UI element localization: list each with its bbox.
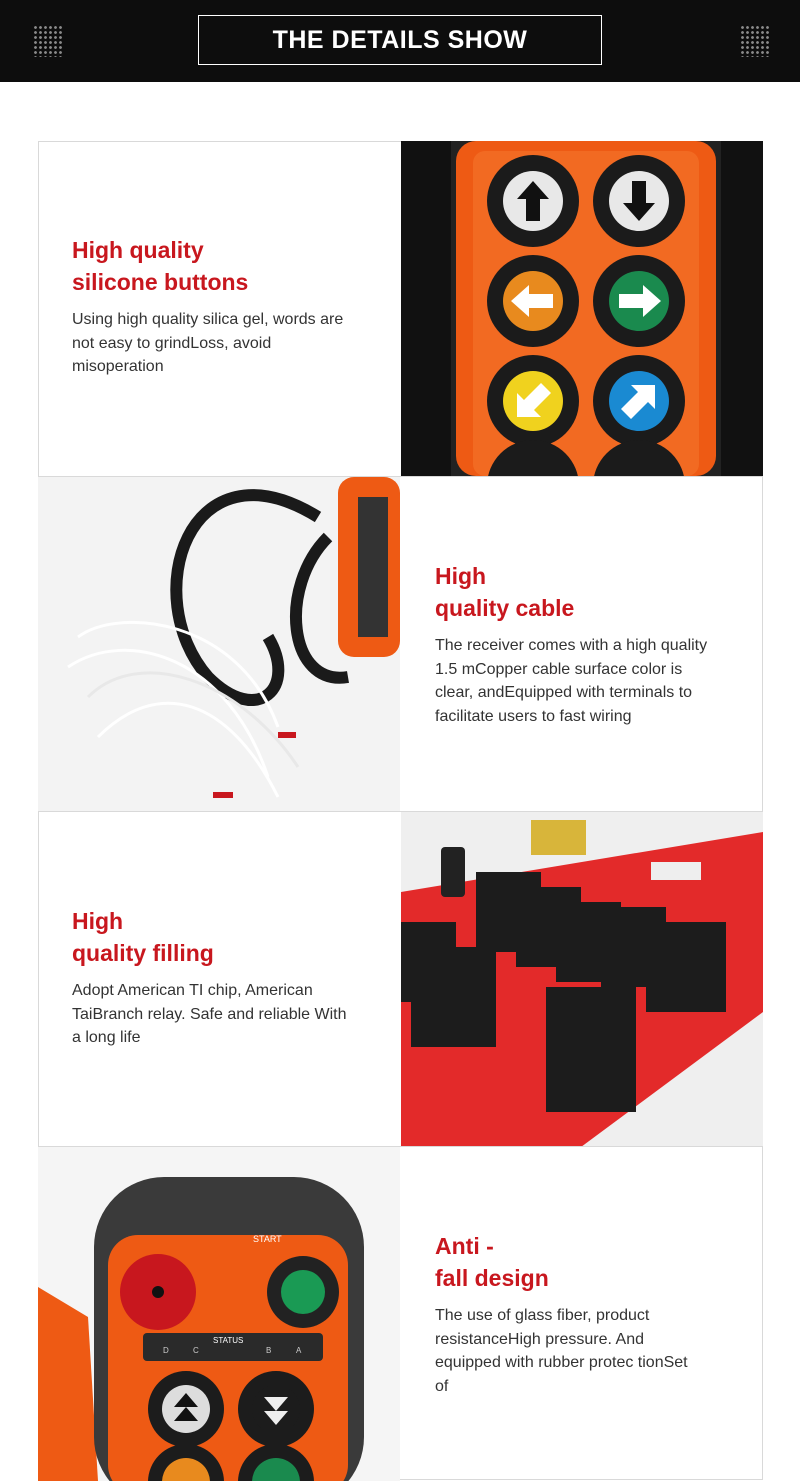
section-title-line: High [435, 563, 487, 589]
detail-section-buttons [38, 141, 763, 476]
remote-b-label: B [266, 1346, 272, 1355]
decorative-dots-icon [33, 25, 63, 57]
section-title-line: High [72, 908, 124, 934]
section-description: The receiver comes with a high quality 1.5 mCopper cable surface color is clear, andEquipped with terminals to facilitate users to fast wiring [435, 637, 708, 725]
detail-text-cell [401, 1147, 763, 1481]
section-title-line: fall design [435, 1265, 549, 1291]
remote-start-label: START [253, 1234, 282, 1244]
section-title-line: High quality [72, 237, 204, 263]
section-title-line: quality cable [435, 595, 575, 621]
remote-controller-image [38, 1147, 400, 1481]
remote-d-label: D [163, 1346, 169, 1355]
detail-section-filling [38, 811, 763, 1147]
section-title [435, 1230, 735, 1294]
decorative-dots-icon [740, 25, 770, 57]
section-title [435, 560, 735, 624]
detail-section-cable [38, 476, 763, 812]
remote-status-label: STATUS [213, 1336, 244, 1345]
page-title: THE DETAILS SHOW [198, 15, 602, 65]
remote-a-label: A [296, 1346, 302, 1355]
section-description: Adopt American TI chip, American TaiBranch relay. Safe and reliable With a long life [72, 982, 347, 1046]
detail-text-cell [38, 141, 400, 476]
header-banner [0, 0, 800, 82]
section-title-line: silicone buttons [72, 269, 249, 295]
circuit-board-image [401, 812, 763, 1147]
detail-text-cell [38, 812, 400, 1147]
cable-image [38, 477, 400, 812]
section-description: Using high quality silica gel, words are not easy to grindLoss, avoid misoperation [72, 311, 344, 375]
buttons-closeup-image [401, 141, 763, 476]
detail-section-anti-fall [38, 1146, 763, 1481]
detail-text-cell [401, 477, 763, 812]
remote-c-label: C [193, 1346, 199, 1355]
section-title [72, 234, 372, 298]
section-title [72, 905, 372, 969]
section-title-line: quality filling [72, 940, 214, 966]
section-title-line: Anti - [435, 1233, 494, 1259]
section-description: The use of glass fiber, product resistanceHigh pressure. And equipped with rubber protec tionSet of [435, 1307, 688, 1395]
